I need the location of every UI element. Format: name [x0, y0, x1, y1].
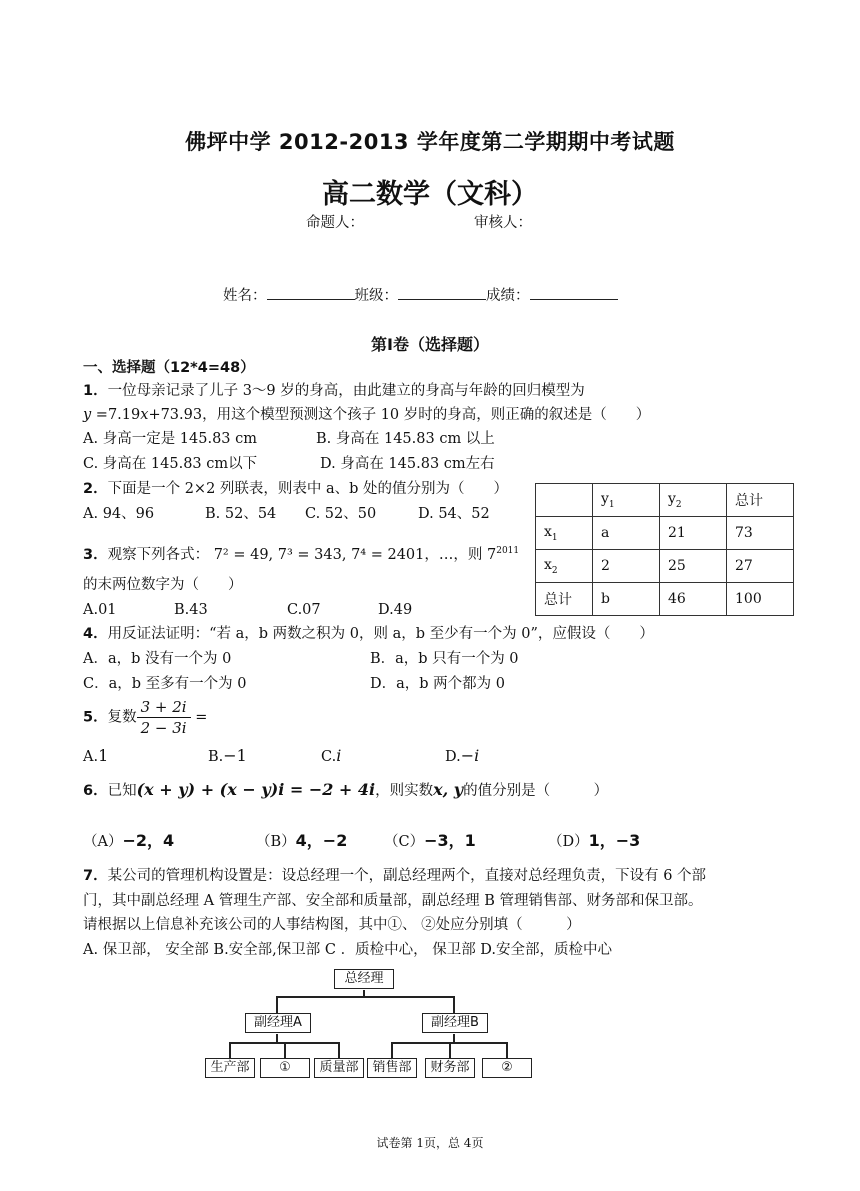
reviewer-label: 审核人：	[474, 215, 532, 231]
table-cell: 2	[593, 550, 660, 583]
org-node-vp-b: 副经理B	[422, 1013, 488, 1033]
q5-option-b[interactable]: B.−1	[208, 746, 247, 765]
table-cell: $y_2$	[660, 484, 727, 517]
q1-option-a[interactable]: A. 身高一定是 145.83 cm	[83, 431, 258, 447]
q5-option-c[interactable]: C.i	[321, 746, 342, 765]
org-connector	[453, 996, 455, 1013]
q3-option-d[interactable]: D.49	[378, 602, 413, 618]
org-node-vp-a: 副经理A	[245, 1013, 311, 1033]
q3-stem: 3．观察下列各式： 7² = 49, 7³ = 343, 7⁴ = 2401，…，则 $7^{2011}$	[83, 546, 520, 563]
table-cell: a	[593, 517, 660, 550]
q7-line3: 请根据以上信息补充该公司的人事结构图，其中①、 ②处应分别填（ ）	[83, 917, 581, 933]
subject-title: 高二数学（文科）	[322, 179, 538, 210]
table-cell: 73	[727, 517, 794, 550]
q2-option-d[interactable]: D. 54、52	[418, 506, 490, 522]
q3-option-a[interactable]: A.01	[83, 602, 117, 618]
org-connector	[391, 1042, 393, 1058]
q5-option-d[interactable]: D.−i	[445, 746, 480, 765]
score-blank[interactable]	[530, 285, 618, 300]
exam-title: 佛坪中学 2012-2013 学年度第二学期期中考试题	[185, 130, 675, 154]
q4-option-c[interactable]: C．a，b 至多有一个为 0	[83, 676, 247, 692]
table-cell: 25	[660, 550, 727, 583]
q6-option-a[interactable]: （A）−2，4	[83, 831, 175, 850]
table-cell: $y_1$	[593, 484, 660, 517]
org-connector	[229, 1042, 231, 1058]
table-cell: 总计	[727, 484, 794, 517]
q1-option-d[interactable]: D. 身高在 145.83 cm左右	[320, 456, 495, 472]
org-node-sales: 销售部	[367, 1058, 417, 1078]
table-cell: 100	[727, 583, 794, 616]
section-heading: 一、选择题（12*4=48）	[83, 360, 255, 376]
page-footer: 试卷第 1页，总 4页	[376, 1136, 484, 1150]
q1-option-b[interactable]: B. 身高在 145.83 cm 以上	[316, 431, 495, 447]
q1-option-c[interactable]: C. 身高在 145.83 cm以下	[83, 456, 258, 472]
q6-option-d[interactable]: （D）1，−3	[548, 831, 641, 850]
q2-option-a[interactable]: A. 94、96	[83, 506, 155, 522]
q4-option-a[interactable]: A．a，b 没有一个为 0	[83, 651, 232, 667]
q2-stem: 2．下面是一个 2×2 列联表，则表中 a、b 处的值分别为（ ）	[83, 481, 509, 497]
q5-option-a[interactable]: A.1	[83, 746, 109, 765]
class-blank[interactable]	[398, 285, 486, 300]
table-cell: 21	[660, 517, 727, 550]
q6-formula: (x + y) + (x − y)i = −2 + 4i	[136, 780, 376, 799]
table-cell: b	[593, 583, 660, 616]
q7-options[interactable]: A. 保卫部， 安全部 B.安全部,保卫部 C ．质检中心， 保卫部 D.安全部，质检中心	[83, 942, 613, 958]
org-connector	[284, 1042, 286, 1058]
name-label: 姓名：	[223, 288, 267, 304]
q1-line1: 1．一位母亲记录了儿子 3～9 岁的身高，由此建立的身高与年龄的回归模型为	[83, 383, 585, 399]
table-cell: $x_2$	[536, 550, 593, 583]
org-node-quality: 质量部	[314, 1058, 364, 1078]
q7-line1: 7．某公司的管理机构设置是：设总经理一个，副总经理两个，直接对总经理负责，下设有 6 个部	[83, 868, 707, 884]
student-info-line	[223, 285, 618, 307]
q6-option-b[interactable]: （B）4，−2	[256, 831, 348, 850]
table-cell: 27	[727, 550, 794, 583]
org-node-ceo: 总经理	[334, 969, 394, 989]
table-cell: 46	[660, 583, 727, 616]
org-connector	[506, 1042, 508, 1058]
org-connector	[338, 1042, 340, 1058]
org-node-finance: 财务部	[425, 1058, 475, 1078]
table-cell: $x_1$	[536, 517, 593, 550]
org-node-blank-1: ①	[260, 1058, 310, 1078]
q4-stem: 4．用反证法证明：“若 a，b 两数之积为 0，则 a，b 至少有一个为 0”，应假设（ ）	[83, 626, 654, 642]
table-cell: 总计	[536, 583, 593, 616]
name-blank[interactable]	[267, 285, 355, 300]
q3-formula: 7² = 49, 7³ = 343, 7⁴ = 2401	[213, 546, 425, 563]
q3-option-c[interactable]: C.07	[287, 602, 321, 618]
q4-option-d[interactable]: D．a，b 两个都为 0	[370, 676, 505, 692]
q2-option-b[interactable]: B. 52、54	[205, 506, 277, 522]
q2-option-c[interactable]: C. 52、50	[305, 506, 377, 522]
class-label: 班级：	[354, 288, 398, 304]
q5-stem: 5．复数 $\frac{3 + 2i}{2 - 3i}$ =	[83, 698, 208, 737]
table-cell	[536, 484, 593, 517]
org-connector	[276, 996, 278, 1013]
table-row	[536, 517, 794, 550]
author-label: 命题人：	[306, 215, 364, 231]
org-connector	[276, 996, 454, 998]
q3-option-b[interactable]: B.43	[174, 602, 208, 618]
q5-fraction: $\frac{3 + 2i}{2 - 3i}$	[137, 697, 191, 738]
table-row	[536, 583, 794, 616]
score-label: 成绩：	[486, 288, 530, 304]
contingency-table	[535, 483, 794, 616]
org-node-blank-2: ②	[482, 1058, 532, 1078]
q1-line2: y =7.19x+73.93，用这个模型预测这个孩子 10 岁时的身高，则正确的叙述是（ ）	[83, 407, 651, 423]
q7-line2: 门，其中副总经理 A 管理生产部、安全部和质量部，副总经理 B 管理销售部、财务部和保卫部。	[83, 893, 703, 909]
q6-option-c[interactable]: （C）−3，1	[384, 831, 476, 850]
q3-line2: 的末两位数字为（ ）	[83, 577, 243, 593]
q4-option-b[interactable]: B．a，b 只有一个为 0	[370, 651, 519, 667]
table-row	[536, 550, 794, 583]
org-node-production: 生产部	[205, 1058, 255, 1078]
q6-stem: 6．已知(x + y) + (x − y)i = −2 + 4i，则实数x, y的值分别是（ ）	[83, 780, 609, 799]
volume-title: 第Ⅰ卷（选择题）	[371, 335, 489, 354]
org-connector	[449, 1042, 451, 1058]
table-row	[536, 484, 794, 517]
